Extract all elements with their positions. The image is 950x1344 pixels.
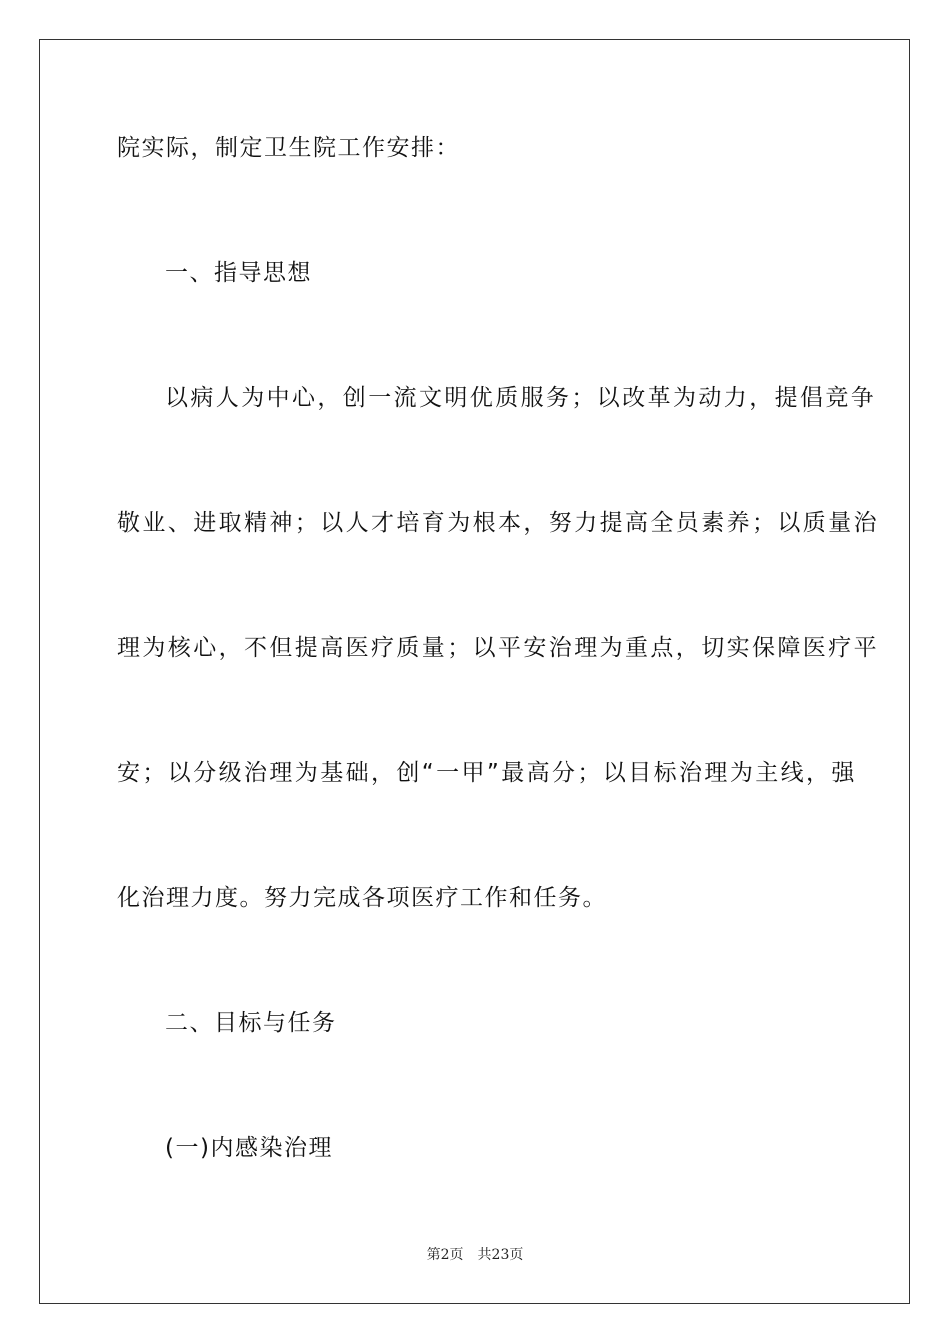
paragraph-line-2: 以病人为中心，创一流文明优质服务；以改革为动力，提倡竞争 — [165, 385, 877, 411]
page-footer — [0, 1245, 950, 1265]
section-heading-goals-tasks: 二、目标与任务 — [165, 1010, 337, 1036]
paragraph-line-5: 安；以分级治理为基础，创“一甲”最高分；以目标治理为主线，强 — [117, 760, 857, 786]
page-number-current: 第2页 — [426, 1247, 464, 1263]
subsection-heading-infection-control: (一)内感染治理 — [165, 1135, 333, 1161]
page-border — [39, 39, 910, 1304]
paragraph-line-1: 院实际，制定卫生院工作安排： — [117, 135, 460, 161]
paragraph-line-4: 理为核心，不但提高医疗质量；以平安治理为重点，切实保障医疗平 — [117, 635, 879, 661]
paragraph-line-6: 化治理力度。努力完成各项医疗工作和任务。 — [117, 885, 607, 911]
paragraph-line-3: 敬业、进取精神；以人才培育为根本，努力提高全员素养；以质量治 — [117, 510, 879, 536]
section-heading-guiding-thought: 一、指导思想 — [165, 260, 312, 286]
page-number-total: 共23页 — [477, 1247, 524, 1263]
